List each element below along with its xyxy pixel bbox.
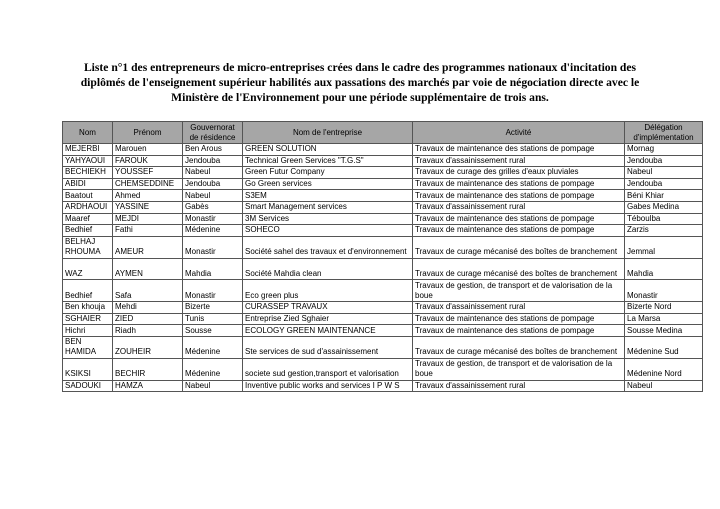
- cell-delegation: Téboulba: [625, 213, 703, 225]
- cell-prenom: BECHIR: [113, 358, 183, 380]
- cell-prenom: MEJDI: [113, 213, 183, 225]
- table-row: [63, 336, 703, 358]
- cell-entreprise: Inventive public works and services I P W S: [243, 380, 413, 392]
- cell-gouvernorat: Nabeul: [183, 167, 243, 179]
- cell-gouvernorat: Monastir: [183, 280, 243, 302]
- cell-entreprise: Smart Management services: [243, 201, 413, 213]
- cell-delegation: Médenine Sud: [625, 336, 703, 358]
- cell-delegation: Bizerte Nord: [625, 302, 703, 314]
- cell-gouvernorat: Médenine: [183, 358, 243, 380]
- cell-nom: Hichri: [63, 325, 113, 337]
- cell-activite: Travaux de gestion, de transport et de valorisation de la boue: [413, 358, 625, 380]
- cell-nom: YAHYAOUI: [63, 155, 113, 167]
- table-row: [63, 144, 703, 156]
- cell-nom: KSIKSI: [63, 358, 113, 380]
- cell-prenom: AMEUR: [113, 236, 183, 258]
- cell-prenom: ZIED: [113, 313, 183, 325]
- cell-gouvernorat: Sousse: [183, 325, 243, 337]
- cell-entreprise: Green Futur Company: [243, 167, 413, 179]
- cell-prenom: HAMZA: [113, 380, 183, 392]
- cell-entreprise: societe sud gestion,transport et valorisation: [243, 358, 413, 380]
- cell-delegation: Jendouba: [625, 155, 703, 167]
- table-row: [63, 178, 703, 190]
- table-row: [63, 190, 703, 202]
- cell-delegation: Nabeul: [625, 167, 703, 179]
- table-row: [63, 258, 703, 280]
- cell-prenom: FAROUK: [113, 155, 183, 167]
- cell-nom: SADOUKI: [63, 380, 113, 392]
- table-row: [63, 225, 703, 237]
- cell-entreprise: CURASSEP TRAVAUX: [243, 302, 413, 314]
- cell-activite: Travaux d'assainissement rural: [413, 155, 625, 167]
- cell-entreprise: Technical Green Services "T.G.S": [243, 155, 413, 167]
- cell-activite: Travaux d'assainissement rural: [413, 380, 625, 392]
- column-header-delegation: Délégation d'implémentation: [625, 122, 703, 144]
- cell-delegation: Nabeul: [625, 380, 703, 392]
- cell-delegation: Béni Khiar: [625, 190, 703, 202]
- cell-nom: MEJERBI: [63, 144, 113, 156]
- cell-gouvernorat: Nabeul: [183, 380, 243, 392]
- column-header-entreprise: Nom de l'entreprise: [243, 122, 413, 144]
- cell-delegation: Gabes Medina: [625, 201, 703, 213]
- table-row: [63, 236, 703, 258]
- cell-nom: Bedhief: [63, 280, 113, 302]
- table-row: [63, 358, 703, 380]
- cell-prenom: Ahmed: [113, 190, 183, 202]
- cell-entreprise: ECOLOGY GREEN MAINTENANCE: [243, 325, 413, 337]
- cell-prenom: Safa: [113, 280, 183, 302]
- cell-nom: BECHIEKH: [63, 167, 113, 179]
- cell-gouvernorat: Monastir: [183, 213, 243, 225]
- column-header-gouvernorat: Gouvernorat de résidence: [183, 122, 243, 144]
- cell-activite: Travaux de gestion, de transport et de valorisation de la boue: [413, 280, 625, 302]
- cell-activite: Travaux de maintenance des stations de pompage: [413, 144, 625, 156]
- cell-delegation: Mahdia: [625, 258, 703, 280]
- table-row: [63, 213, 703, 225]
- cell-delegation: Monastir: [625, 280, 703, 302]
- cell-activite: Travaux d'assainissement rural: [413, 201, 625, 213]
- cell-entreprise: Entreprise Zied Sghaier: [243, 313, 413, 325]
- cell-nom: BELHAJ RHOUMA: [63, 236, 113, 258]
- cell-gouvernorat: Ben Arous: [183, 144, 243, 156]
- cell-gouvernorat: Nabeul: [183, 190, 243, 202]
- column-header-activite: Activité: [413, 122, 625, 144]
- cell-gouvernorat: Monastir: [183, 236, 243, 258]
- cell-prenom: ZOUHEIR: [113, 336, 183, 358]
- cell-gouvernorat: Tunis: [183, 313, 243, 325]
- cell-gouvernorat: Jendouba: [183, 155, 243, 167]
- cell-activite: Travaux de maintenance des stations de pompage: [413, 325, 625, 337]
- entrepreneurs-table: [62, 121, 703, 392]
- title-line: diplômés de l'enseignement supérieur habilités aux passations des marchés par voie de négociation directe avec le: [80, 76, 640, 89]
- cell-gouvernorat: Médenine: [183, 336, 243, 358]
- cell-prenom: AYMEN: [113, 258, 183, 280]
- table-row: [63, 302, 703, 314]
- cell-nom: WAZ: [63, 258, 113, 280]
- cell-gouvernorat: Jendouba: [183, 178, 243, 190]
- title-line: Ministère de l'Environnement pour une période supplémentaire de trois ans.: [171, 91, 549, 104]
- cell-delegation: Sousse Medina: [625, 325, 703, 337]
- table-row: [63, 380, 703, 392]
- table-row: [63, 201, 703, 213]
- cell-gouvernorat: Gabès: [183, 201, 243, 213]
- cell-activite: Travaux de curage mécanisé des boîtes de branchement: [413, 336, 625, 358]
- cell-delegation: La Marsa: [625, 313, 703, 325]
- column-header-prenom: Prénom: [113, 122, 183, 144]
- cell-gouvernorat: Mahdia: [183, 258, 243, 280]
- document-title: [40, 60, 680, 105]
- cell-prenom: YOUSSEF: [113, 167, 183, 179]
- cell-activite: Travaux de curage des grilles d'eaux pluviales: [413, 167, 625, 179]
- cell-nom: SGHAIER: [63, 313, 113, 325]
- table-row: [63, 313, 703, 325]
- cell-prenom: Mehdi: [113, 302, 183, 314]
- cell-activite: Travaux de maintenance des stations de pompage: [413, 213, 625, 225]
- cell-entreprise: Société sahel des travaux et d'environnement: [243, 236, 413, 258]
- cell-entreprise: 3M Services: [243, 213, 413, 225]
- table-row: [63, 155, 703, 167]
- cell-entreprise: S3EM: [243, 190, 413, 202]
- cell-activite: Travaux de maintenance des stations de pompage: [413, 178, 625, 190]
- table-row: [63, 167, 703, 179]
- cell-gouvernorat: Médenine: [183, 225, 243, 237]
- cell-prenom: Fathi: [113, 225, 183, 237]
- cell-entreprise: SOHECO: [243, 225, 413, 237]
- cell-nom: Ben khouja: [63, 302, 113, 314]
- cell-activite: Travaux d'assainissement rural: [413, 302, 625, 314]
- title-line: Liste n°1 des entrepreneurs de micro-entreprises crées dans le cadre des programmes nationaux d'incitation des: [83, 61, 637, 74]
- cell-prenom: Marouen: [113, 144, 183, 156]
- table-body: [63, 144, 703, 392]
- cell-delegation: Zarzis: [625, 225, 703, 237]
- cell-delegation: Mornag: [625, 144, 703, 156]
- cell-activite: Travaux de maintenance des stations de pompage: [413, 225, 625, 237]
- cell-nom: Baatout: [63, 190, 113, 202]
- cell-gouvernorat: Bizerte: [183, 302, 243, 314]
- cell-nom: Bedhief: [63, 225, 113, 237]
- cell-nom: Maaref: [63, 213, 113, 225]
- cell-prenom: YASSINE: [113, 201, 183, 213]
- cell-entreprise: Go Green services: [243, 178, 413, 190]
- cell-activite: Travaux de maintenance des stations de pompage: [413, 190, 625, 202]
- cell-nom: BEN HAMIDA: [63, 336, 113, 358]
- cell-activite: Travaux de curage mécanisé des boîtes de branchement: [413, 258, 625, 280]
- cell-entreprise: Ste services de sud d'assainissement: [243, 336, 413, 358]
- column-header-nom: Nom: [63, 122, 113, 144]
- cell-prenom: Riadh: [113, 325, 183, 337]
- cell-delegation: Jendouba: [625, 178, 703, 190]
- cell-entreprise: Société Mahdia clean: [243, 258, 413, 280]
- cell-delegation: Jemmal: [625, 236, 703, 258]
- table-row: [63, 280, 703, 302]
- cell-activite: Travaux de curage mécanisé des boîtes de branchement: [413, 236, 625, 258]
- cell-entreprise: GREEN SOLUTION: [243, 144, 413, 156]
- cell-delegation: Médenine Nord: [625, 358, 703, 380]
- cell-nom: ARDHAOUI: [63, 201, 113, 213]
- cell-entreprise: Eco green plus: [243, 280, 413, 302]
- table-header-row: [63, 122, 703, 144]
- cell-nom: ABIDI: [63, 178, 113, 190]
- cell-activite: Travaux de maintenance des stations de pompage: [413, 313, 625, 325]
- cell-prenom: CHEMSEDDINE: [113, 178, 183, 190]
- table-row: [63, 325, 703, 337]
